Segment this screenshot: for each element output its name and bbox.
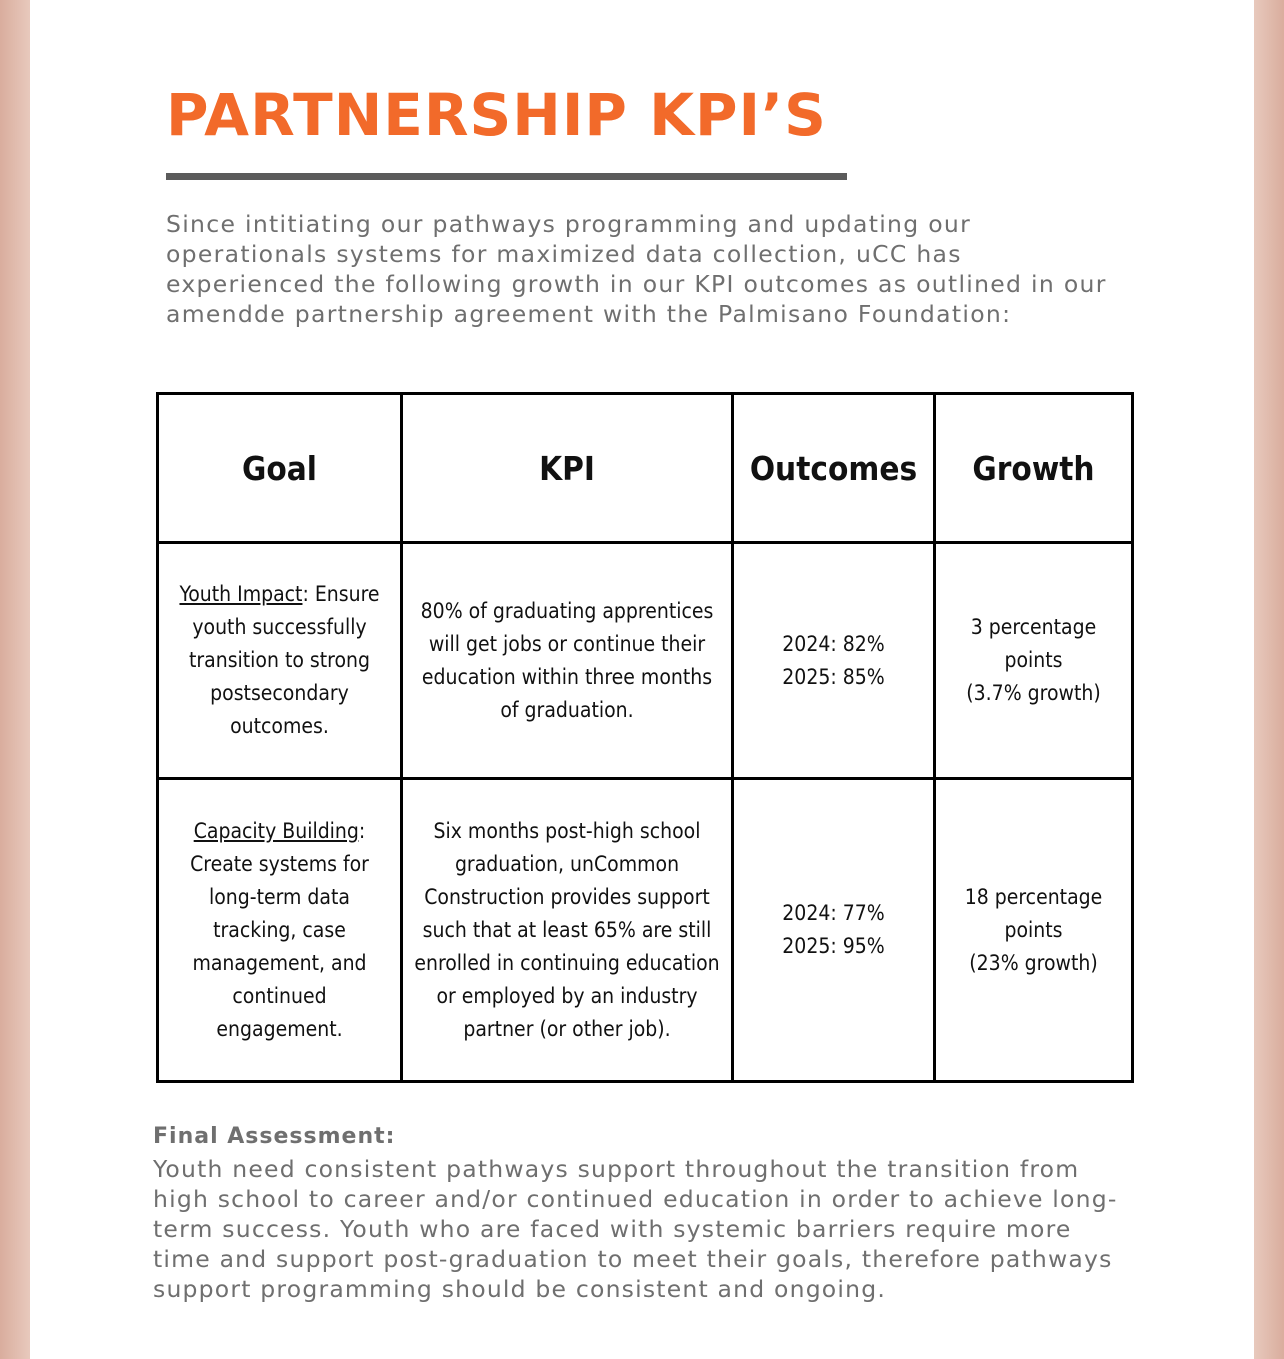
outcome-2024: 2024: 77% [782,901,885,925]
goal-cell: Capacity Building: Create systems for long-term data tracking, case management, and continued engagement. [158,779,402,1082]
table-row [158,543,1133,779]
outcomes-cell [733,779,935,1082]
growth-points: 3 percentage points [970,615,1097,672]
header-goal: Goal [158,394,402,543]
header-outcomes: Outcomes [733,394,935,543]
goal-text: Ensure youth successfully transition to strong postsecondary outcomes. [188,582,380,738]
goal-cell: Youth Impact: Ensure youth successfully transition to strong postsecondary outcomes. [158,543,402,779]
growth-percent: (23% growth) [969,950,1098,975]
kpi-cell: Six months post-high school graduation, unCommon Construction provides support such that at least 65% are still enrolled in continuing education or employed by an industry partner (or other job). [402,779,733,1082]
outcome-2024: 2024: 82% [782,631,885,656]
outcome-2025: 2025: 85% [782,664,885,689]
final-assessment-body: Youth need consistent pathways support throughout the transition from high school to career and/or continued education in order to achieve long-term success. Youth who are faced with systemic barriers require more time and support post-graduation to meet their goals, therefore pathways support programming should be consistent and ongoing. [153,1155,1118,1303]
header-growth: Growth [935,394,1133,543]
growth-cell [935,543,1133,779]
kpi-cell: 80% of graduating apprentices will get jobs or continue their education within three months of graduation. [402,543,733,779]
goal-title: Youth Impact [179,582,303,606]
growth-points: 18 percentage points [964,884,1103,942]
table-header-row [158,394,1133,543]
final-assessment-heading: Final Assessment: [153,1124,396,1149]
outcomes-cell [733,543,935,779]
intro-paragraph: Since intitiating our pathways programming and updating our operationals systems for maximized data collection, uCC has experienced the following growth in our KPI outcomes as outlined in our amendde partnership agreement with the Palmisano Foundation: [166,210,1107,328]
kpi-table [156,392,1134,1083]
header-kpi: KPI [402,394,733,543]
title-divider [166,173,847,180]
page-title: PARTNERSHIP KPI’S [166,81,827,149]
table-row [158,779,1133,1082]
goal-text: Create systems for long-term data tracking, case management, and continued engagement. [190,851,369,1041]
growth-cell [935,779,1133,1082]
growth-percent: (3.7% growth) [966,681,1101,705]
goal-title: Capacity Building [193,818,359,843]
outcome-2025: 2025: 95% [782,934,885,958]
